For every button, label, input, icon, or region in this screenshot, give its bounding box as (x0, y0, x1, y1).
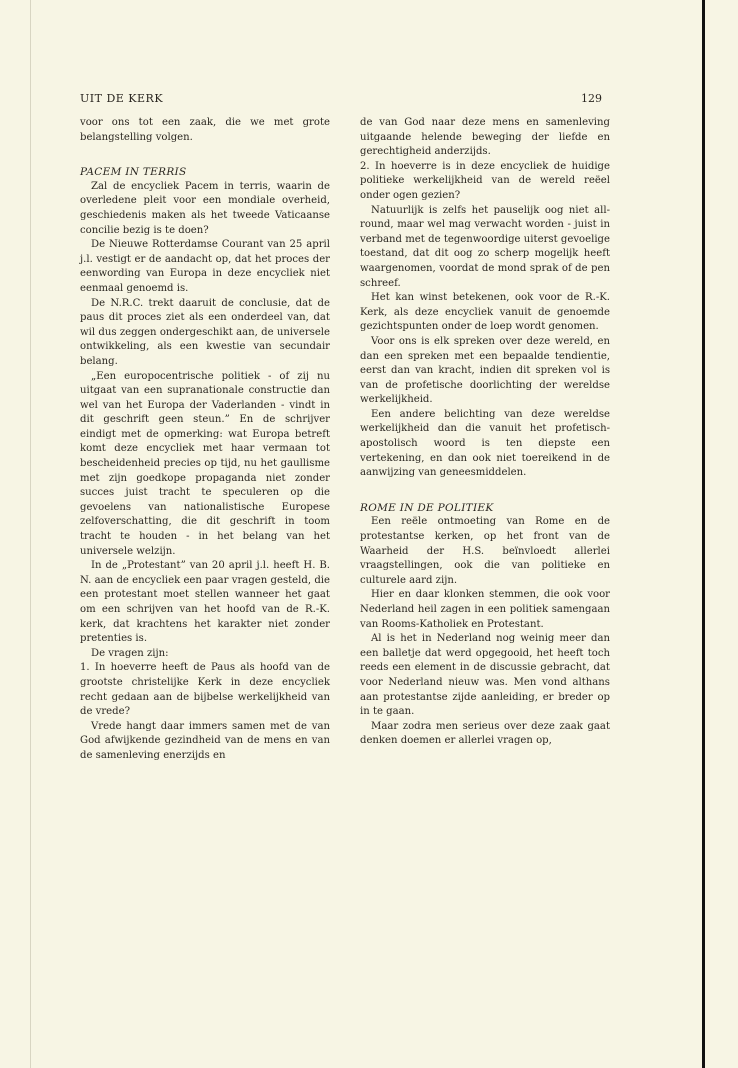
right-column (360, 116, 610, 749)
page-edge-line (30, 0, 31, 1068)
paragraph: „Een europocentrische politiek - of zij nu uitgaat van een supranationale constructie dan wel van het Europa der Vaderlanden - vindt in dit geschrift geen steun.” En de schrijver eindigt met de opmerking: wat Europa betreft komt deze encycliek met haar vermaan tot bescheidenheid precies op tijd, nu het gaullisme met zijn goedkope propaganda niet zonder succes juist tracht te speculeren op die gevoelens van nationalistische Europese zelfoverschatting, die dit geschrift in toom tracht te houden - in het belang van het universele welzijn. (80, 370, 330, 557)
paragraph: Voor ons is elk spreken over deze wereld, en dan een spreken met een bepaalde tendientie, eerst dan van kracht, indien dit spreken vol is van de profetische doorlichting der wereldse werkelijkheid. (360, 335, 610, 406)
paragraph: Een reële ontmoeting van Rome en de protestantse kerken, op het front van de Waarheid der H.S. beïnvloedt allerlei vraagstellingen, ook die van politieke en culturele aard zijn. (360, 516, 610, 586)
paragraph: voor ons tot een zaak, die we met grote belangstelling volgen. (80, 117, 330, 143)
numbered-question: 2. In hoeverre is in deze encycliek de huidige politieke werkelijkheid van de wereld reëel onder ogen gezien? (360, 160, 610, 201)
paragraph: Vrede hangt daar immers samen met de van God afwijkende gezindheid van de mens en van de samenleving enerzijds en (80, 720, 330, 761)
paragraph: de van God naar deze mens en samenleving uitgaande helende beweging der liefde en gerechtigheid anderzijds. (360, 117, 610, 158)
paragraph: Het kan winst betekenen, ook voor de R.-K. Kerk, als deze encycliek vanuit de genoemde gezichtspunten onder de loep wordt genomen. (360, 292, 610, 333)
paragraph: De Nieuwe Rotterdamse Courant van 25 april j.l. vestigt er de aandacht op, dat het proces der eenwording van Europa in deze encycliek niet eenmaal genoemd is. (80, 239, 330, 294)
scan-border (702, 0, 705, 1068)
paragraph: De N.R.C. trekt daaruit de conclusie, dat de paus dit proces ziet als een onderdeel van, dat wil dus zeggen ondergeschikt aan, de universele ontwikkeling, als een kwestie van secundair belang. (80, 297, 330, 367)
running-title: UIT DE KERK (80, 92, 164, 105)
numbered-question: 1. In hoeverre heeft de Paus als hoofd van de grootste christelijke Kerk in deze encycliek recht gedaan aan de bijbelse werkelijkheid van de vrede? (80, 662, 330, 718)
section-heading-pacem-in-terris: PACEM IN TERRIS (80, 166, 187, 179)
paragraph: Een andere belichting van deze wereldse werkelijkheid dan die vanuit het profetisch-apostolisch woord is ten diepste een vertekening, en dan ook niet toereikend in de aanwijzing van geneesmiddelen. (360, 408, 610, 479)
paragraph: Al is het in Nederland nog weinig meer dan een balletje dat werd opgegooid, het heeft toch reeds een element in de discussie gebracht, dat voor Nederland nieuw was. Men vond althans aan protestantse zijde aanleiding, er breder op in te gaan. (360, 633, 610, 718)
paragraph: Hier en daar klonken stemmen, die ook voor Nederland heil zagen in een politiek samengaan van Rooms-Katholiek en Protestant. (360, 589, 610, 630)
section-heading-rome-in-de-politiek: ROME IN DE POLITIEK (360, 501, 494, 514)
paragraph: Maar zodra men serieus over deze zaak gaat denken doemen er allerlei vragen op, (360, 720, 610, 747)
paragraph: In de „Protestant” van 20 april j.l. heeft H. B. N. aan de encycliek een paar vragen gesteld, die een protestant moet stellen wanneer het gaat om een schrijven van het hoofd van de R.-K. kerk, dat krachtens het karakter niet zonder pretenties is. (80, 560, 330, 645)
paragraph: Zal de encycliek Pacem in terris, waarin de overledene pleit voor een mondiale overheid, geschiedenis maken als het tweede Vaticaanse concilie bezig is te doen? (80, 180, 330, 236)
paragraph: Natuurlijk is zelfs het pauselijk oog niet all-round, maar wel mag verwacht worden - juist in verband met de tegenwoordige uiterst gevoelige toestand, dat dit oog zo scherp mogelijk heeft waargenomen, voordat de mond sprak of de pen schreef. (360, 204, 610, 289)
left-column (80, 116, 330, 764)
paragraph: De vragen zijn: (91, 647, 169, 659)
page-number: 129 (581, 92, 602, 105)
